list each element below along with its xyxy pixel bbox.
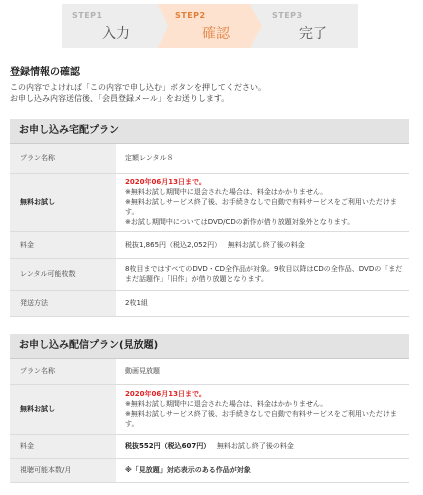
- plan-name-value: 定額レンタル８: [116, 144, 409, 173]
- table-row: [10, 258, 409, 290]
- delivery-plan-heading: お申し込み宅配プラン: [10, 119, 409, 144]
- table-row: [10, 173, 409, 231]
- trial-note: ※無料お試し期間中に退会された場合は、料金はかかりません。: [125, 188, 328, 196]
- trial-details: [116, 173, 409, 231]
- trial-note: ※無料お試しサービス終了後、お手続きなしで自動で有料サービスをご利用いただけます。: [125, 198, 397, 216]
- trial-deadline: 2020年06月13日まで。: [125, 390, 206, 398]
- streaming-plan-section: [10, 334, 409, 483]
- intro-text: [10, 82, 266, 104]
- streaming-plan-table: [10, 359, 409, 483]
- step-3-label: 完了: [299, 26, 327, 42]
- table-row: [10, 231, 409, 258]
- page-title: 登録情報の確認: [10, 67, 80, 78]
- step-3: [262, 4, 358, 48]
- step-1: [62, 4, 158, 48]
- table-row: [10, 359, 409, 384]
- price-value: [116, 434, 409, 458]
- streaming-plan-heading: お申し込み配信プラン(見放題): [10, 334, 409, 359]
- delivery-plan-section: [10, 119, 409, 317]
- price-note: 無料お試し終了後の料金: [216, 442, 294, 450]
- price-label: 料金: [10, 434, 116, 458]
- price-value: [116, 231, 409, 258]
- intro-line-2: お申し込み内容送信後、「会員登録メール」をお送りします。: [10, 94, 230, 103]
- table-row: [10, 144, 409, 173]
- step-2-current: [158, 4, 262, 48]
- step-3-number: STEP3: [272, 11, 303, 20]
- table-row: [10, 458, 409, 482]
- intro-line-1: この内容でよければ「この内容で申し込む」ボタンを押してください。: [10, 83, 266, 92]
- trial-label: 無料お試し: [10, 173, 116, 231]
- trial-note: ※無料お試しサービス終了後、お手続きなしで自動で有料サービスをご利用いただけます。: [125, 410, 397, 428]
- step-2-number: STEP2: [175, 11, 206, 20]
- step-2-label: 確認: [202, 26, 230, 42]
- step-1-number: STEP1: [72, 11, 103, 20]
- price-amount: 税抜1,865円（税込2,052円）: [125, 240, 222, 249]
- step-indicator: [62, 4, 358, 48]
- table-row: [10, 434, 409, 458]
- trial-deadline: 2020年06月13日まで。: [125, 178, 206, 186]
- shipping-method-value: 2枚1組: [116, 290, 409, 316]
- viewable-count-label: 視聴可能本数/月: [10, 458, 116, 482]
- step-1-label: 入力: [102, 26, 130, 42]
- viewable-count-value: ※「見放題」対応表示のある作品が対象: [116, 458, 409, 482]
- trial-note: ※無料お試し期間中に退会された場合は、料金はかかりません。: [125, 400, 328, 408]
- table-row: [10, 290, 409, 316]
- price-label: 料金: [10, 231, 116, 258]
- trial-note: ※お試し期間中についてはDVD/CDの新作が借り放題対象外となります。: [125, 218, 355, 226]
- shipping-method-label: 発送方法: [10, 290, 116, 316]
- trial-details: [116, 384, 409, 434]
- plan-name-label: プラン名称: [10, 144, 116, 173]
- rental-count-value: 8枚目まではすべてのDVD・CD全作品が対象。9枚目以降はCDの全作品、DVDの「まだまだ話題作」「旧作」が借り放題となります。: [116, 258, 409, 290]
- table-row: [10, 384, 409, 434]
- delivery-plan-table: [10, 144, 409, 317]
- rental-count-label: レンタル可能枚数: [10, 258, 116, 290]
- price-amount: 税抜552円（税込607円）: [125, 442, 211, 450]
- trial-label: 無料お試し: [10, 384, 116, 434]
- plan-name-label: プラン名称: [10, 359, 116, 384]
- price-note: 無料お試し終了後の料金: [227, 240, 305, 249]
- plan-name-value: 動画見放題: [116, 359, 409, 384]
